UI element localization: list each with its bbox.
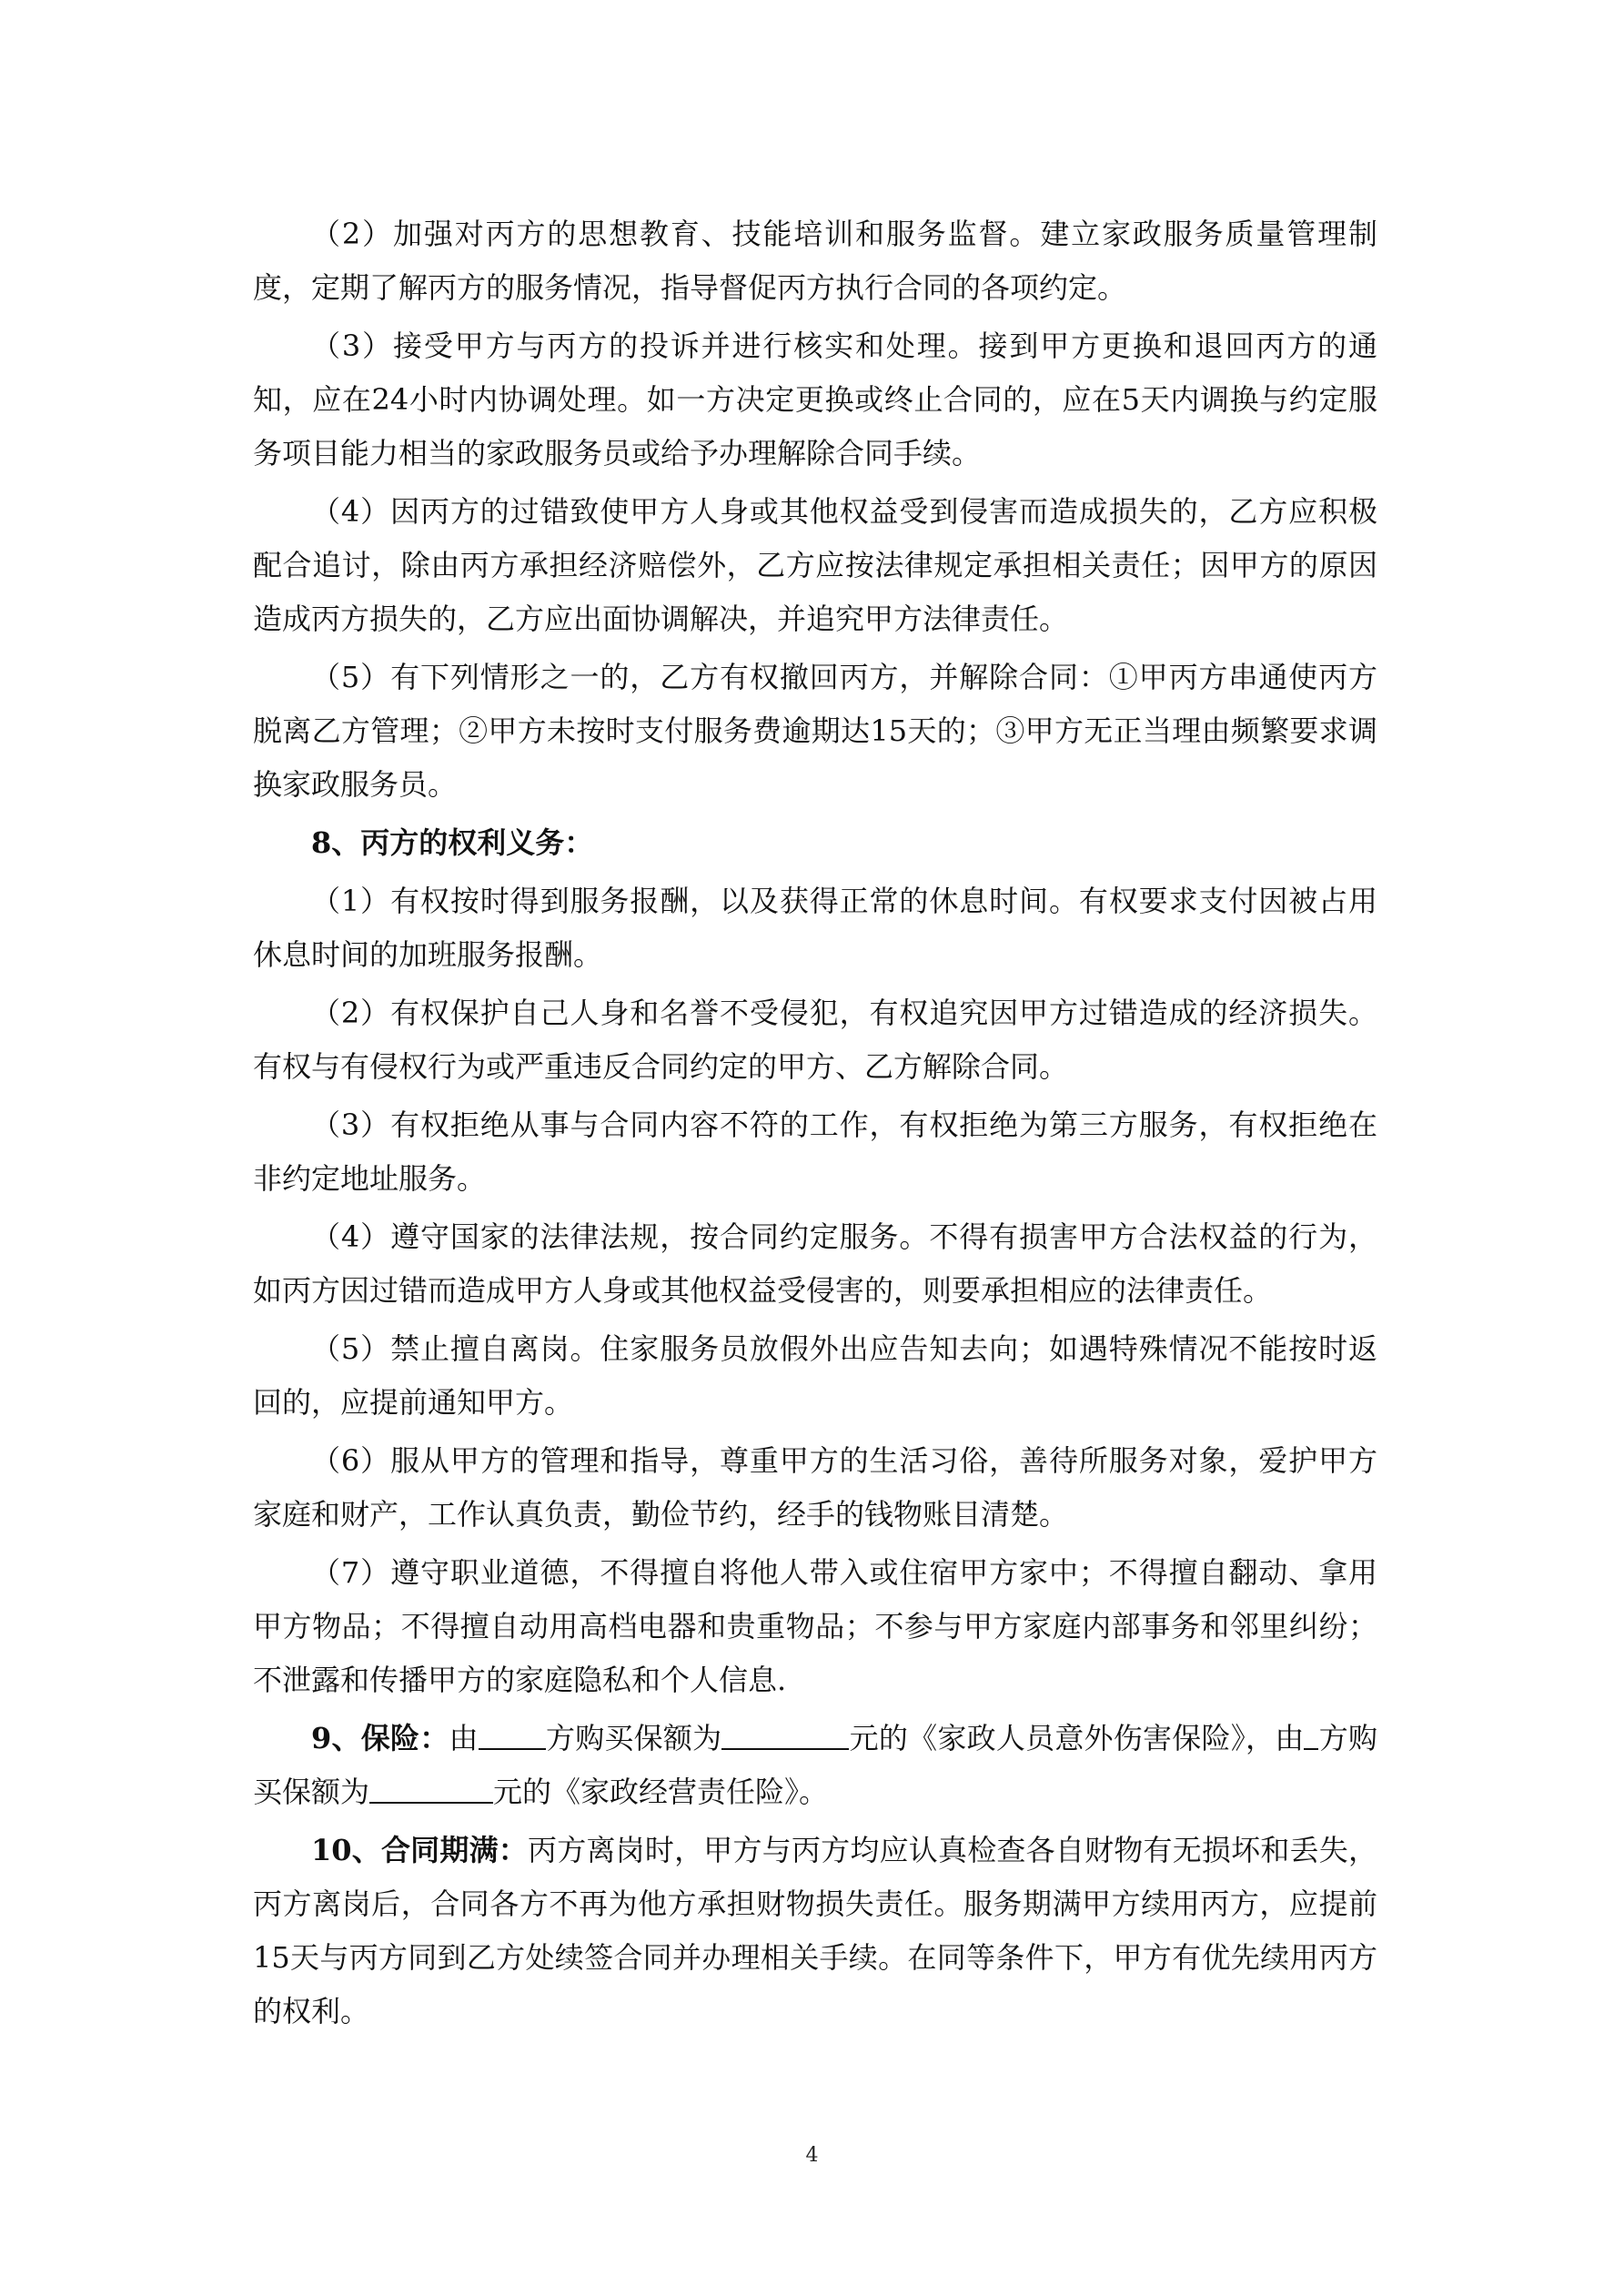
section-9-text-4: 方购买保额为 [253, 1721, 1377, 1809]
insurer-party-blank-2 [1304, 1723, 1318, 1750]
clause-5-withdraw: （5）有下列情形之一的，乙方有权撤回丙方，并解除合同：①甲丙方串通使丙方脱离乙方管理；②甲方未按时支付服务费逾期达15天的；③甲方无正当理由频繁要求调换家政服务员。 [253, 660, 1377, 802]
section-9-text-5: 元的《家政经营责任险》。 [493, 1775, 829, 1809]
page-number: 4 [805, 2144, 819, 2167]
insured-amount-blank-1 [721, 1723, 849, 1750]
clause-2-supervision: （2）加强对丙方的思想教育、技能培训和服务监督。建立家政服务质量管理制度，定期了解丙方的服务情况，指导督促丙方执行合同的各项约定。 [253, 217, 1377, 305]
section-10-text: 丙方离岗时，甲方与丙方均应认真检查各自财物有无损坏和丢失，丙方离岗后，合同各方不再为他方承担财物损失责任。服务期满甲方续用丙方，应提前15天与丙方同到乙方处续签合同并办理相关手续。在同等条件下，甲方有优先续用丙方的权利。 [253, 1833, 1377, 2028]
section-10-expiry [253, 1824, 1377, 2038]
clause-4-damages: （4）因丙方的过错致使甲方人身或其他权益受到侵害而造成损失的，乙方应积极配合追讨，除由丙方承担经济赔偿外，乙方应按法律规定承担相关责任；因甲方的原因造成丙方损失的，乙方应出面协调解决，并追究甲方法律责任。 [253, 494, 1377, 636]
section-8-item-1: （1）有权按时得到服务报酬，以及获得正常的休息时间。有权要求支付因被占用休息时间的加班服务报酬。 [253, 884, 1377, 972]
section-9-text-3: 元的《家政人员意外伤害保险》，由 [849, 1721, 1305, 1755]
section-10-label: 10、合同期满： [311, 1833, 529, 1867]
section-9-insurance [253, 1712, 1377, 1819]
insurer-party-blank-1 [479, 1723, 546, 1750]
section-8-item-5: （5）禁止擅自离岗。住家服务员放假外出应告知去向；如遇特殊情况不能按时返回的，应提前通知甲方。 [253, 1331, 1377, 1420]
section-8-item-2: （2）有权保护自己人身和名誉不受侵犯，有权追究因甲方过错造成的经济损失。有权与有侵权行为或严重违反合同约定的甲方、乙方解除合同。 [253, 996, 1377, 1084]
contract-text [253, 207, 1377, 2038]
section-8-item-7: （7）遵守职业道德，不得擅自将他人带入或住宿甲方家中；不得擅自翻动、拿用甲方物品；不得擅自动用高档电器和贵重物品；不参与甲方家庭内部事务和邻里纠纷；不泄露和传播甲方的家庭隐私和个人信息. [253, 1555, 1377, 1697]
clause-3-complaints: （3）接受甲方与丙方的投诉并进行核实和处理。接到甲方更换和退回丙方的通知，应在24小时内协调处理。如一方决定更换或终止合同的，应在5天内调换与约定服务项目能力相当的家政服务员或给予办理解除合同手续。 [253, 329, 1377, 470]
insured-amount-blank-2 [369, 1776, 493, 1804]
section-9-text-2: 方购买保额为 [545, 1721, 722, 1755]
section-8-heading: 8、丙方的权利义务： [311, 825, 594, 860]
section-9-text-1: 由 [449, 1721, 479, 1755]
section-8-item-4: （4）遵守国家的法律法规，按合同约定服务。不得有损害甲方合法权益的行为，如丙方因过错而造成甲方人身或其他权益受侵害的，则要承担相应的法律责任。 [253, 1219, 1377, 1308]
section-9-label: 9、保险： [311, 1721, 449, 1755]
section-8-item-6: （6）服从甲方的管理和指导，尊重甲方的生活习俗，善待所服务对象，爱护甲方家庭和财产，工作认真负责，勤俭节约，经手的钱物账目清楚。 [253, 1443, 1377, 1532]
section-8-item-3: （3）有权拒绝从事与合同内容不符的工作，有权拒绝为第三方服务，有权拒绝在非约定地址服务。 [253, 1108, 1377, 1196]
